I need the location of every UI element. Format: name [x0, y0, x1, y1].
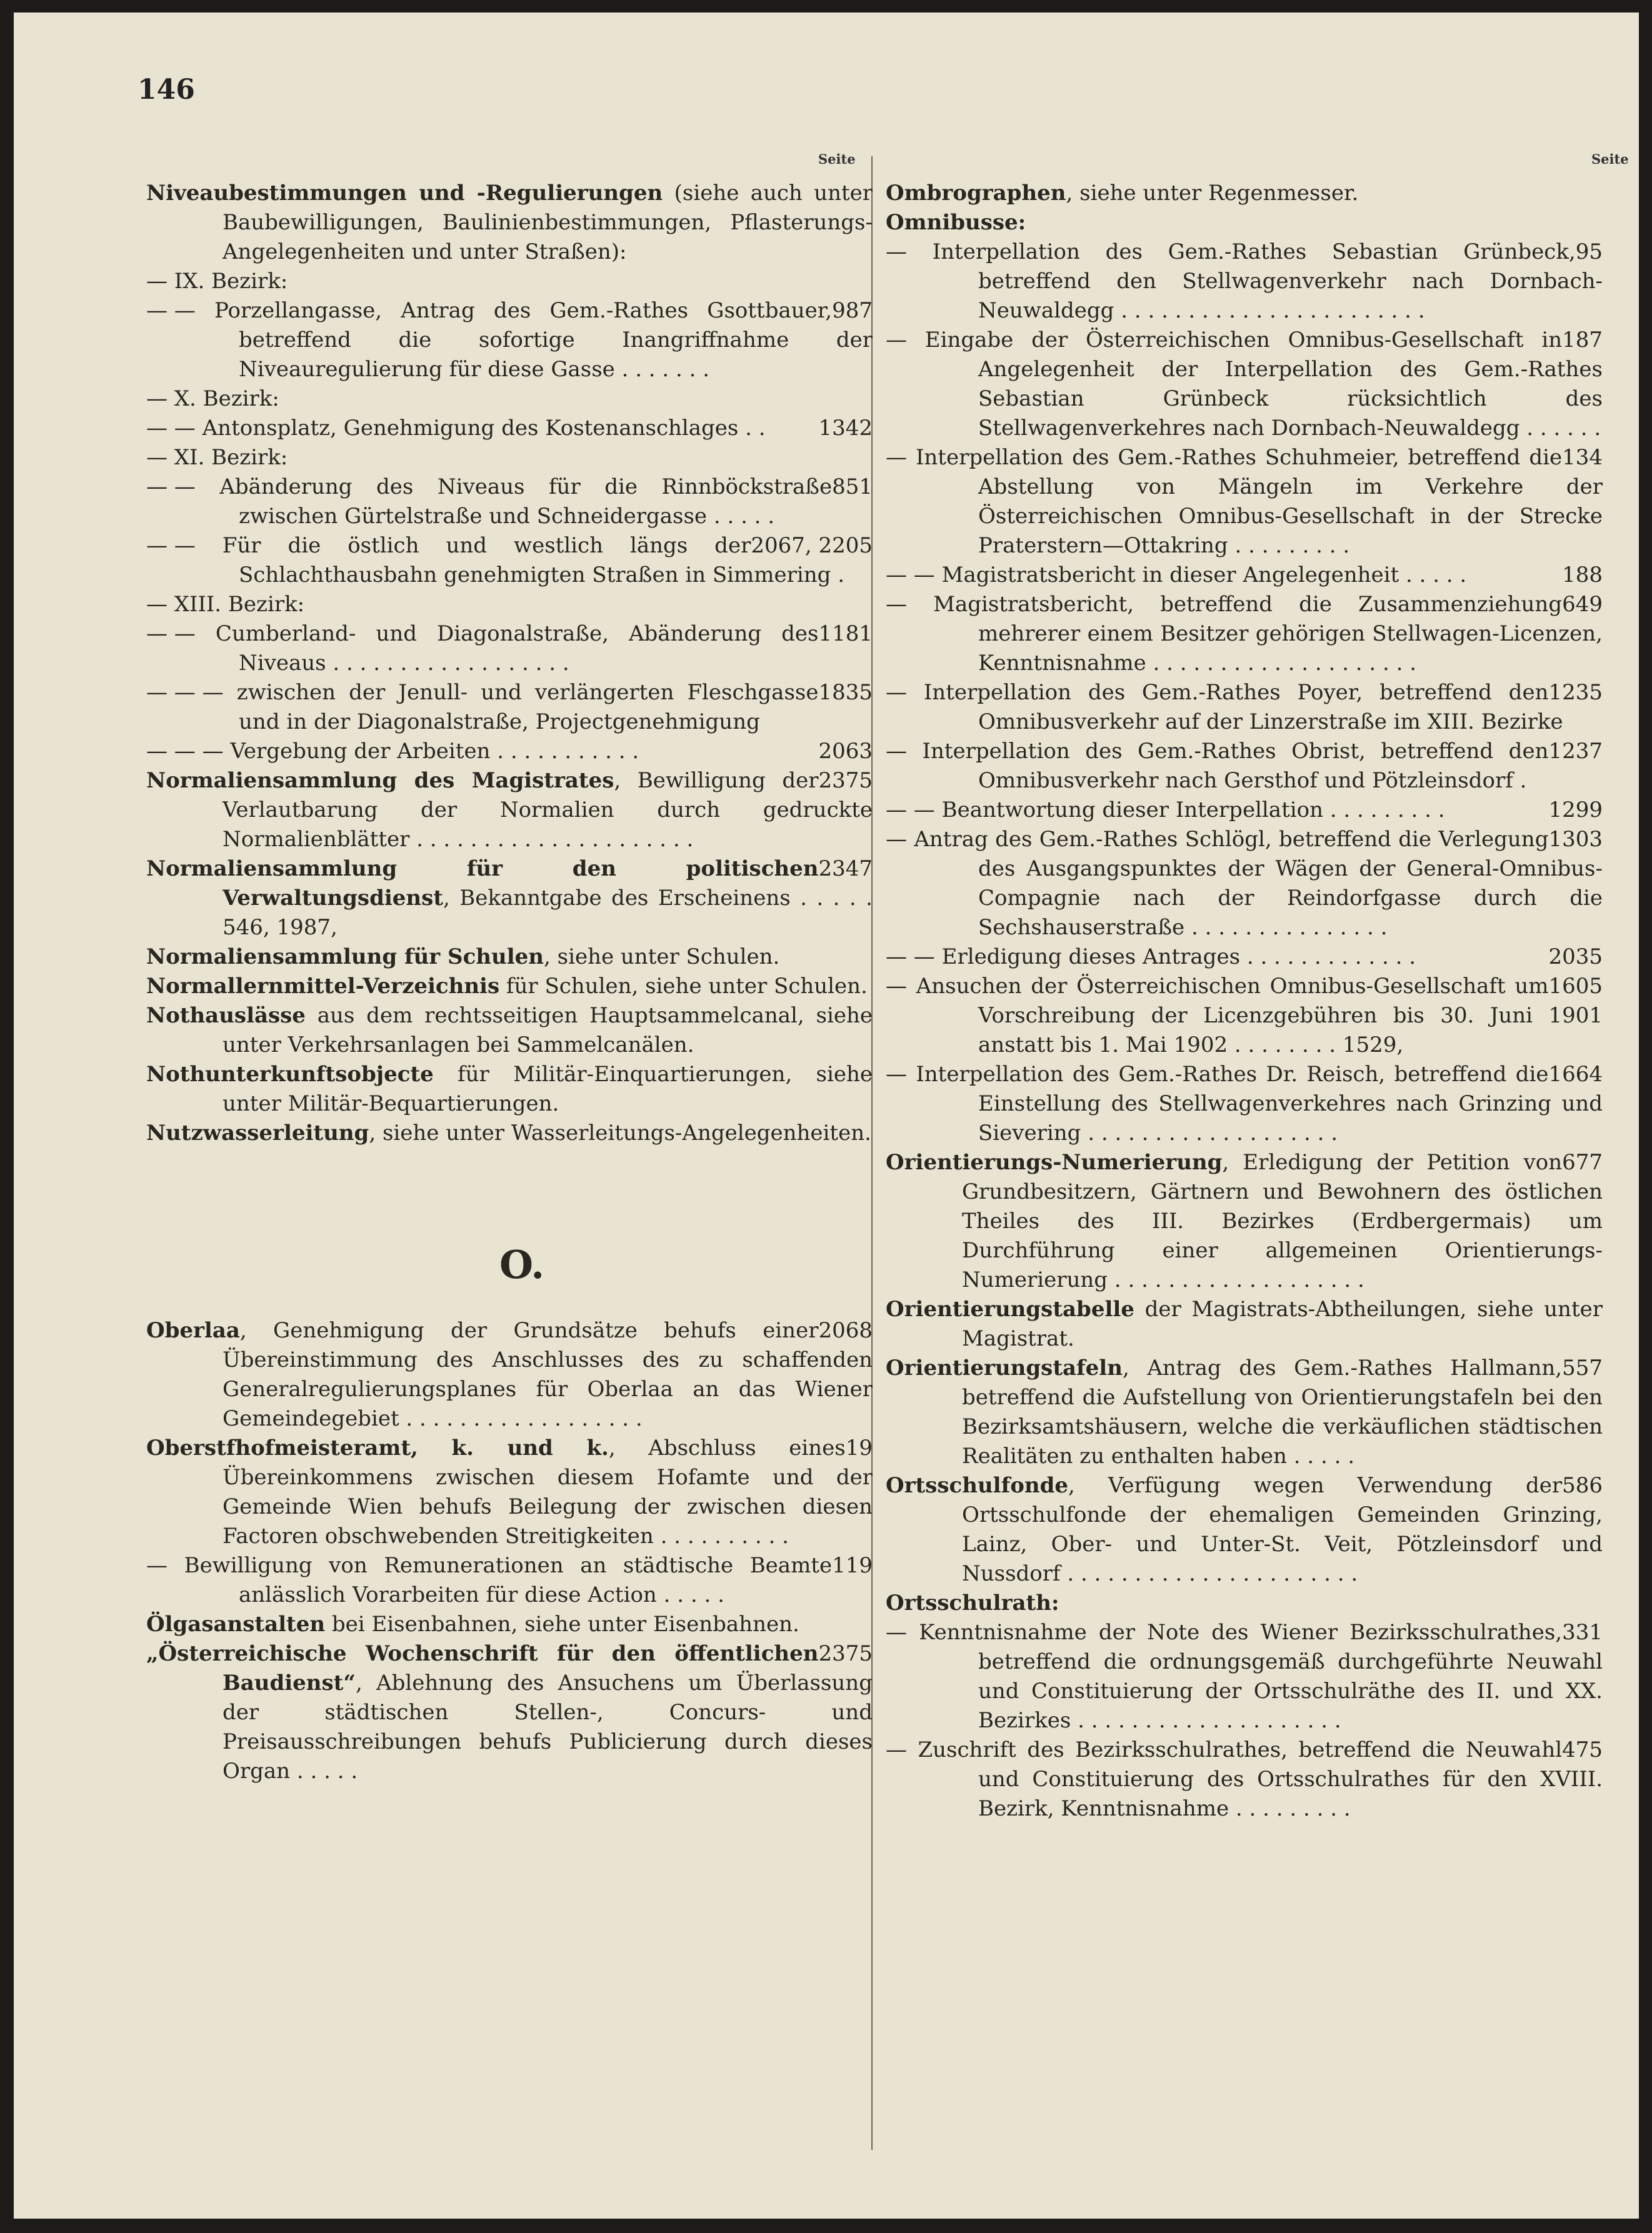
- entry-page-ref: 851: [832, 474, 873, 499]
- index-entry: [146, 443, 873, 472]
- index-entry: [886, 326, 1603, 443]
- entry-page-ref: 119: [832, 1553, 873, 1578]
- entry-text: aus dem rechtsseitigen Hauptsammelcanal, siehe unter Verkehrsanlagen bei Sammelcanälen.: [223, 1003, 873, 1057]
- entry-keyword: Ölgasanstalten: [146, 1612, 326, 1637]
- entry-text: , Erledigung der Petition von Grundbesitzern, Gärtnern und Bewohnern des östlichen Theiles des III. Bezirkes (Erdbergermais) um Durchführung einer allgemeinen Orientierungs-Numerierung . . . . . . . . . . . . . . . . . . .: [962, 1150, 1603, 1292]
- entry-text: , Bewilligung der Verlautbarung der Normalien durch gedruckte Normalienblätter . . . . . . . . . . . . . . . . . . . . .: [223, 768, 873, 852]
- entry-text: , Genehmigung der Grundsätze behufs einer Übereinstimmung des Anschlusses des zu schaffenden Generalregulierungsplanes für Oberlaa an das Wiener Gemeindegebiet . . . . . . . . . . . . . . . . . .: [223, 1318, 873, 1431]
- entry-keyword: Ombrographen: [886, 181, 1066, 206]
- entry-text: Abänderung des Niveaus für die Rinnböckstraße zwischen Gürtelstraße und Schneidergasse . . . . .: [219, 474, 833, 529]
- entry-keyword: Ortsschulrath:: [886, 1591, 1059, 1616]
- index-entry: [886, 590, 1603, 678]
- entry-dash-prefix: —: [886, 1062, 907, 1087]
- index-entry: [146, 1434, 873, 1551]
- entry-dash-prefix: —: [886, 1620, 907, 1645]
- entry-text: Vergebung der Arbeiten . . . . . . . . . . .: [230, 739, 639, 764]
- entry-page-ref: 134: [1562, 445, 1603, 470]
- entry-dash-prefix: — —: [146, 533, 196, 558]
- index-entry: [886, 825, 1603, 942]
- index-entry: [886, 1148, 1603, 1295]
- entry-text: Interpellation des Gem.-Rathes Obrist, betreffend den Omnibusverkehr nach Gersthof und Pötzleinsdorf .: [922, 739, 1549, 793]
- entry-page-ref: 987: [832, 298, 873, 323]
- entry-dash-prefix: —: [886, 739, 907, 764]
- entry-text: — X. Bezirk:: [146, 386, 279, 411]
- entry-page-ref: 1342: [818, 416, 873, 441]
- entry-dash-prefix: —: [886, 974, 907, 999]
- entry-text: , Verfügung wegen Verwendung der Ortsschulfonde der ehemaligen Gemeinden Grinzing, Lainz, Ober- und Unter-St. Veit, Pötzleinsdorf und Nussdorf . . . . . . . . . . . . . . . . . . . . . .: [962, 1473, 1603, 1586]
- entry-text: der Magistrats-Abtheilungen, siehe unter Magistrat.: [962, 1297, 1603, 1351]
- index-entry: [886, 737, 1603, 796]
- index-entry: [146, 296, 873, 384]
- index-entry: [146, 1610, 873, 1639]
- index-entry: [146, 766, 873, 854]
- index-entry: [886, 942, 1603, 972]
- entry-keyword: Oberlaa: [146, 1318, 240, 1343]
- index-entry: [146, 972, 873, 1001]
- entry-text: Interpellation des Gem.-Rathes Schuhmeier, betreffend die Abstellung von Mängeln im Verkehre der Österreichischen Omnibus-Gesellschaft in der Strecke Praterstern—Ottakring . . . . . . . . .: [915, 445, 1603, 558]
- index-entry: [886, 1618, 1603, 1736]
- index-entry: [886, 678, 1603, 737]
- index-entry: [146, 384, 873, 414]
- entry-dash-prefix: — —: [146, 416, 196, 441]
- entry-text: zwischen der Jenull- und verlängerten Fleschgasse und in der Diagonalstraße, Projectgenehmigung: [236, 680, 819, 734]
- entry-dash-prefix: — —: [886, 562, 935, 587]
- entry-dash-prefix: —: [886, 327, 907, 352]
- index-entry: [886, 972, 1603, 1060]
- column-header-left: Seite: [818, 151, 856, 167]
- entry-keyword: Orientierungs-Numerierung: [886, 1150, 1223, 1175]
- index-entry: [146, 179, 873, 267]
- entry-text: bei Eisenbahnen, siehe unter Eisenbahnen.: [325, 1612, 799, 1637]
- index-entry: [886, 1060, 1603, 1148]
- entry-dash-prefix: — —: [146, 298, 196, 323]
- entry-dash-prefix: — —: [886, 797, 935, 822]
- entry-text: , siehe unter Wasserleitungs-Angelegenheiten.: [369, 1121, 871, 1146]
- index-entry: [146, 1639, 873, 1786]
- entry-page-ref: 1664: [1548, 1062, 1603, 1087]
- index-entry: [146, 1119, 873, 1148]
- entry-dash-prefix: — —: [886, 944, 935, 969]
- entry-text: , Bekanntgabe des Erscheinens . . . . . 546, 1987,: [223, 886, 873, 940]
- entry-text: Magistratsbericht in dieser Angelegenheit . . . . .: [941, 562, 1467, 587]
- entry-text: Ansuchen der Österreichischen Omnibus-Gesellschaft um Vorschreibung der Licenzgebühren bis 30. Juni 1901 anstatt bis 1. Mai 1902 . . . . . . . . 1529,: [916, 974, 1603, 1057]
- entry-keyword: Ortsschulfonde: [886, 1473, 1069, 1498]
- entry-page-ref: 557: [1562, 1356, 1603, 1381]
- entry-text: für Schulen, siehe unter Schulen.: [499, 974, 868, 999]
- entry-text: Interpellation des Gem.-Rathes Poyer, betreffend den Omnibusverkehr auf der Linzerstraße im XIII. Bezirke: [923, 680, 1563, 734]
- entry-keyword: Nothauslässe: [146, 1003, 306, 1028]
- entry-keyword: Normaliensammlung für Schulen: [146, 944, 544, 969]
- entry-dash-prefix: —: [886, 680, 907, 705]
- right-column: [886, 179, 1603, 1824]
- index-list-n: [146, 179, 873, 1148]
- entry-text: Antonsplatz, Genehmigung des Kostenanschlages . .: [202, 416, 766, 441]
- entry-page-ref: 1237: [1548, 739, 1603, 764]
- entry-text: Eingabe der Österreichischen Omnibus-Gesellschaft in Angelegenheit der Interpellation des Gem.-Rathes Sebastian Grünbeck rücksichtlich des Stellwagenverkehres nach Dornbach-Neuwaldegg . . . . . .: [924, 327, 1603, 441]
- index-entry: [886, 443, 1603, 561]
- entry-dash-prefix: — —: [146, 474, 196, 499]
- entry-dash-prefix: —: [886, 827, 907, 852]
- entry-page-ref: 2347: [818, 856, 873, 881]
- index-entry: [146, 267, 873, 296]
- entry-text: — IX. Bezirk:: [146, 269, 288, 294]
- entry-page-ref: 1235: [1548, 680, 1603, 705]
- index-entry: [146, 942, 873, 972]
- entry-text: Antrag des Gem.-Rathes Schlögl, betreffend die Verlegung des Ausgangspunktes der Wägen der General-Omnibus-Compagnie nach der Reindorfgasse durch die Sechshauserstraße . . . . . . . . . . . . . . .: [914, 827, 1603, 940]
- index-entry: [886, 796, 1603, 825]
- index-entry: [146, 472, 873, 531]
- entry-text: — XIII. Bezirk:: [146, 592, 305, 617]
- entry-text: — XI. Bezirk:: [146, 445, 288, 470]
- index-entry: [146, 414, 873, 443]
- entry-page-ref: 1299: [1548, 797, 1603, 822]
- index-entry: [146, 590, 873, 619]
- entry-text: (siehe auch unter Baubewilligungen, Baulinienbestimmungen, Pflasterungs-Angelegenheiten und unter Straßen):: [223, 181, 873, 264]
- entry-text: Zuschrift des Bezirksschulrathes, betreffend die Neuwahl und Constituierung des Ortsschulrathes für den XVIII. Bezirk, Kenntnisnahme . . . . . . . . .: [918, 1737, 1603, 1821]
- entry-page-ref: 2035: [1548, 944, 1603, 969]
- section-letter: O.: [499, 1242, 544, 1287]
- entry-text: , Abschluss eines Übereinkommens zwischen diesem Hofamte und der Gemeinde Wien behufs Beilegung der zwischen diesen Factoren obschwebenden Streitigkeiten . . . . . . . . . .: [223, 1436, 873, 1549]
- entry-dash-prefix: —: [886, 1737, 907, 1762]
- entry-page-ref: 649: [1562, 592, 1603, 617]
- entry-page-ref: 19: [845, 1436, 873, 1461]
- entry-page-ref: 2375: [818, 768, 873, 793]
- index-entry: [886, 1736, 1603, 1824]
- entry-keyword: Normaliensammlung des Magistrates: [146, 768, 614, 793]
- index-list-o: [146, 1316, 873, 1786]
- index-entry: [886, 208, 1603, 237]
- left-column: [146, 179, 873, 1786]
- entry-page-ref: 475: [1562, 1737, 1603, 1762]
- entry-text: für Militär-Einquartierungen, siehe unter Militär-Bequartierungen.: [223, 1062, 873, 1116]
- index-entry: [886, 1295, 1603, 1354]
- entry-page-ref: 2067, 2205: [751, 533, 873, 558]
- entry-text: Cumberland- und Diagonalstraße, Abänderung des Niveaus . . . . . . . . . . . . . . . . . .: [215, 621, 819, 676]
- entry-text: , Antrag des Gem.-Rathes Hallmann, betreffend die Aufstellung von Orientierungstafeln bei den Bezirksamtshäusern, welche die verkäuflichen städtischen Realitäten zu enthalten haben . . . . .: [962, 1356, 1603, 1469]
- index-entry: [146, 1001, 873, 1060]
- entry-keyword: Orientierungstafeln: [886, 1356, 1123, 1381]
- entry-dash-prefix: — — —: [146, 680, 224, 705]
- entry-page-ref: 2375: [818, 1641, 873, 1666]
- index-entry: [146, 1316, 873, 1434]
- index-entry: [886, 1589, 1603, 1618]
- entry-keyword: Normaliensammlung für den politischen Verwaltungsdienst: [146, 856, 819, 911]
- index-entry: [146, 531, 873, 590]
- column-header-right: Seite: [1591, 151, 1629, 167]
- entry-dash-prefix: —: [146, 1553, 168, 1578]
- page-number: 146: [138, 74, 195, 106]
- document-page: [14, 12, 1639, 2219]
- entry-keyword: Oberstfhofmeisteramt, k. und k.: [146, 1436, 609, 1461]
- entry-dash-prefix: —: [886, 445, 907, 470]
- entry-keyword: Normallernmittel-Verzeichnis: [146, 974, 500, 999]
- index-entry: [146, 737, 873, 766]
- index-entry: [146, 854, 873, 942]
- entry-page-ref: 188: [1562, 562, 1603, 587]
- entry-page-ref: 586: [1562, 1473, 1603, 1498]
- entry-page-ref: 2068: [818, 1318, 873, 1343]
- index-entry: [886, 1354, 1603, 1471]
- entry-keyword: „Österreichische Wochenschrift für den öffentlichen Baudienst“: [146, 1641, 819, 1696]
- entry-text: Kenntnisnahme der Note des Wiener Bezirksschulrathes, betreffend die ordnungsgemäß durchgeführte Neuwahl und Constituierung der Ortsschulräthe des II. und XX. Bezirkes . . . . . . . . . . . . . . . . . . . .: [919, 1620, 1603, 1733]
- entry-keyword: Nutzwasserleitung: [146, 1121, 369, 1146]
- entry-page-ref: 1181: [818, 621, 873, 646]
- entry-text: Bewilligung von Remunerationen an städtische Beamte anlässlich Vorarbeiten für diese Action . . . . .: [184, 1553, 833, 1607]
- entry-dash-prefix: — —: [146, 621, 196, 646]
- index-entry: [146, 678, 873, 737]
- entry-dash-prefix: —: [886, 592, 907, 617]
- index-list-o-continued: [886, 179, 1603, 1824]
- entry-text: Magistratsbericht, betreffend die Zusammenziehung mehrerer einem Besitzer gehörigen Stellwagen-Licenzen, Kenntnisnahme . . . . . . . . . . . . . . . . . . . .: [933, 592, 1603, 676]
- entry-text: , siehe unter Schulen.: [544, 944, 780, 969]
- entry-text: Erledigung dieses Antrages . . . . . . . . . . . . .: [941, 944, 1416, 969]
- entry-page-ref: 331: [1562, 1620, 1603, 1645]
- entry-page-ref: 1835: [818, 680, 873, 705]
- entry-page-ref: 95: [1575, 239, 1603, 264]
- entry-page-ref: 2063: [818, 739, 873, 764]
- entry-page-ref: 1605: [1548, 974, 1603, 999]
- entry-text: Porzellangasse, Antrag des Gem.-Rathes Gsottbauer, betreffend die sofortige Inangriffnahme der Niveauregulierung für diese Gasse . . . . . . .: [214, 298, 873, 382]
- entry-keyword: Orientierungstabelle: [886, 1297, 1134, 1322]
- entry-page-ref: 1303: [1548, 827, 1603, 852]
- entry-text: , Ablehnung des Ansuchens um Überlassung der städtischen Stellen-, Concurs- und Preisausschreibungen behufs Publicierung durch dieses Organ . . . . .: [223, 1671, 873, 1784]
- entry-text: Für die östlich und westlich längs der Schlachthausbahn genehmigten Straßen in Simmering .: [222, 533, 845, 587]
- entry-dash-prefix: — — —: [146, 739, 224, 764]
- entry-text: , siehe unter Regenmesser.: [1066, 181, 1359, 206]
- entry-text: Interpellation des Gem.-Rathes Dr. Reisch, betreffend die Einstellung des Stellwagenverkehres nach Grinzing und Sievering . . . . . . . . . . . . . . . . . . .: [916, 1062, 1603, 1146]
- index-entry: [886, 179, 1603, 208]
- entry-text: Interpellation des Gem.-Rathes Sebastian Grünbeck, betreffend den Stellwagenverkehr nach Dornbach-Neuwaldegg . . . . . . . . . . . . . . . . . . . . . . .: [932, 239, 1603, 323]
- entry-keyword: Omnibusse:: [886, 210, 1026, 235]
- index-entry: [146, 1551, 873, 1610]
- entry-page-ref: 187: [1562, 327, 1603, 352]
- entry-keyword: Niveaubestimmungen und -Regulierungen: [146, 181, 663, 206]
- index-entry: [886, 237, 1603, 326]
- entry-dash-prefix: —: [886, 239, 907, 264]
- entry-keyword: Nothunterkunftsobjecte: [146, 1062, 434, 1087]
- index-entry: [146, 1060, 873, 1119]
- index-entry: [886, 561, 1603, 590]
- entry-page-ref: 677: [1562, 1150, 1603, 1175]
- entry-text: Beantwortung dieser Interpellation . . . . . . . . .: [941, 797, 1445, 822]
- index-entry: [146, 619, 873, 678]
- index-entry: [886, 1471, 1603, 1589]
